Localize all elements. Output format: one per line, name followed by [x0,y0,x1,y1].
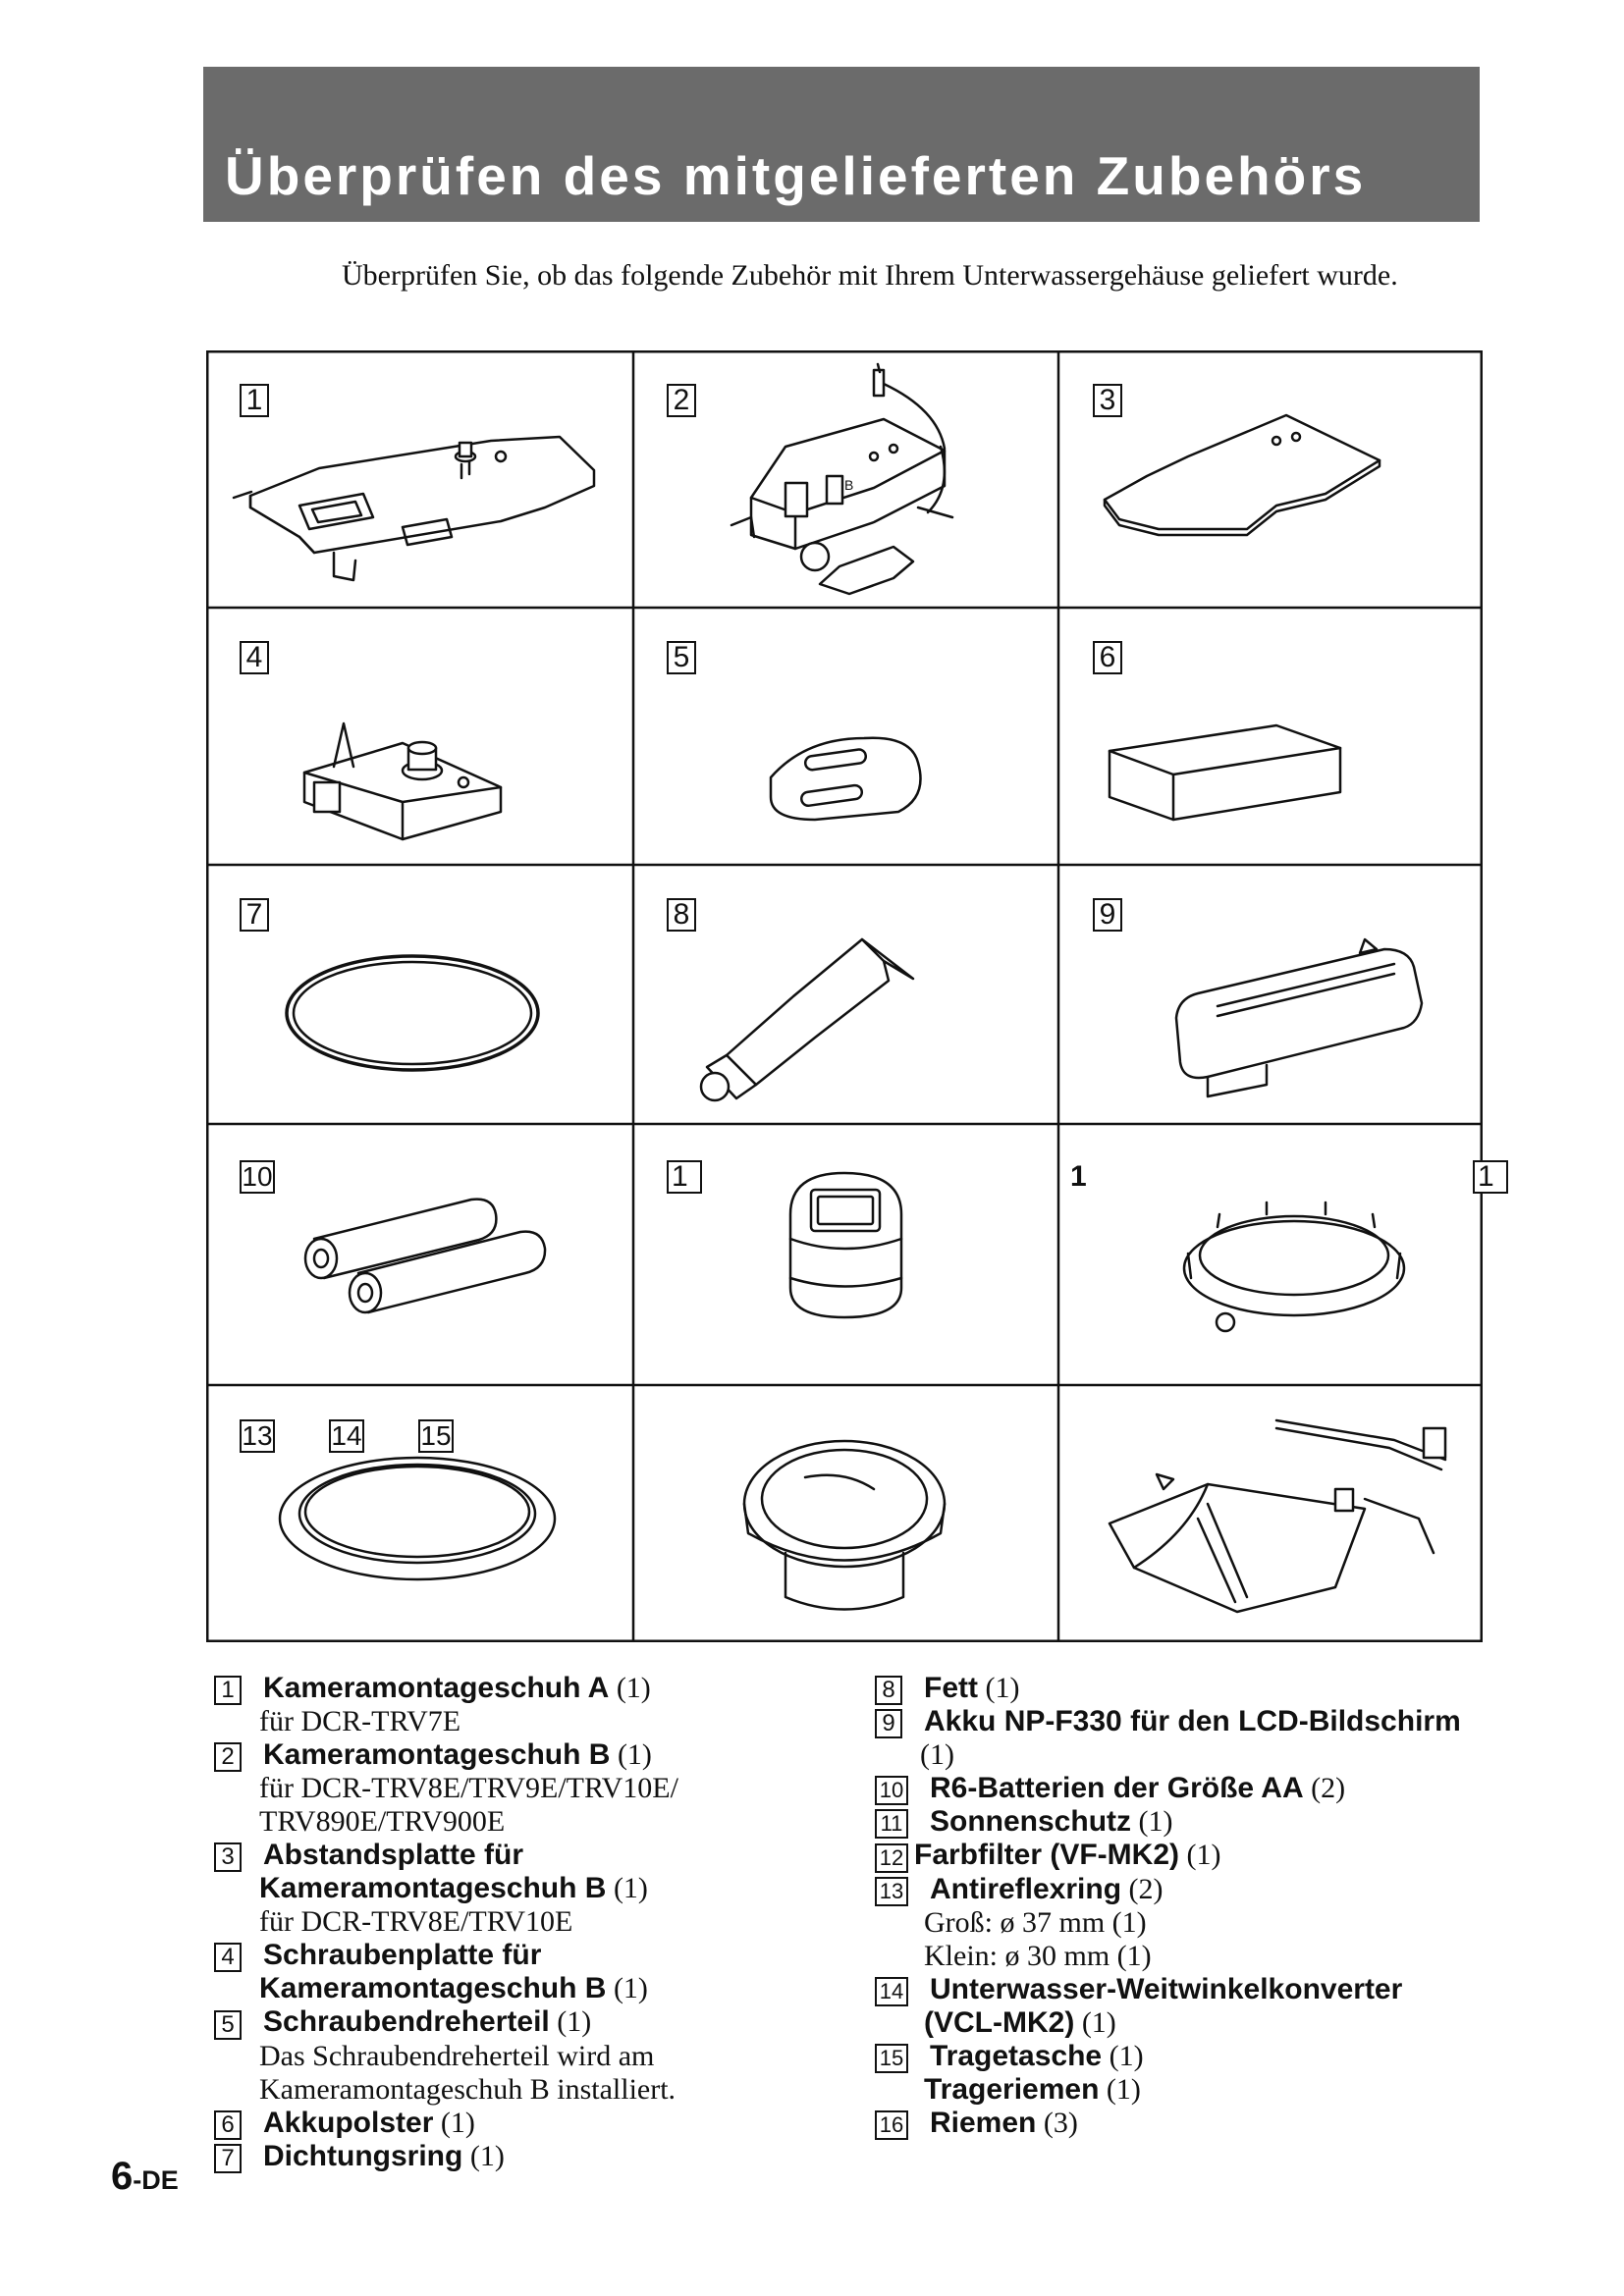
cell-label-3: 3 [1093,384,1122,417]
list-item: 6 Akkupolster (1) [214,2107,803,2140]
page-number: 6-DE [111,2155,179,2198]
screwdriver-part-drawing [771,738,921,820]
cell-label-12a: 1 [1070,1160,1087,1193]
cell-label-1: 1 [240,384,269,417]
list-item: 12 Farbfilter (VF-MK2) (1) [875,1839,1523,1872]
battery-drawing [1176,939,1422,1096]
accessory-grid [206,350,1494,1642]
list-item: 8 Fett (1) [875,1672,1523,1705]
item-name-cont: Trageriemen (1) [924,2072,1141,2106]
cell-label-12b: 1 [1473,1160,1508,1194]
cell-label-2: 2 [667,384,696,417]
item-note: Klein: ø 30 mm (1) [924,1939,1152,1972]
carrying-bag-drawing [1110,1420,1445,1612]
item-name-cont: Kameramontageschuh B (1) [259,1972,648,2005]
list-item: 3 Abstandsplatte für [214,1839,803,1872]
list-item: 5 Schraubendreherteil (1) [214,2005,803,2039]
item-name-cont: Kameramontageschuh B (1) [259,1872,648,1905]
anti-reflex-ring-drawing [280,1458,555,1579]
cell-label-15: 15 [418,1419,454,1453]
cell-label-11: 1 [667,1160,702,1194]
item-note: Groß: ø 37 mm (1) [924,1905,1147,1939]
accessory-illustrations [206,350,1483,1642]
mount-shoe-b-drawing [731,364,952,594]
item-note: Kameramontageschuh B installiert. [259,2072,677,2106]
spacer-plate-drawing [1105,415,1380,535]
cell-label-9: 9 [1093,898,1122,932]
aa-batteries-drawing [305,1200,545,1312]
legend-left [214,1672,803,2173]
cell-label-7: 7 [240,898,269,932]
cell-label-5: 5 [667,641,696,674]
item-qty: (1) [920,1738,954,1772]
item-name-cont: (VCL-MK2) (1) [924,2005,1116,2039]
cell-label-8: 8 [667,898,696,932]
cell-label-4: 4 [240,641,269,674]
list-item: 14 Unterwasser-Weitwinkelkonverter [875,1973,1523,2006]
list-item: 1 Kameramontageschuh A (1) [214,1672,803,1705]
list-item: 10 R6-Batterien der Größe AA (2) [875,1772,1523,1805]
list-item: 9 Akku NP-F330 für den LCD-Bildschirm [875,1705,1523,1738]
list-item: 7 Dichtungsring (1) [214,2140,803,2173]
legend-right [875,1672,1523,2140]
title-bar [203,67,1480,222]
list-item: 11 Sonnenschutz (1) [875,1805,1523,1839]
cell-label-13: 13 [240,1419,275,1453]
item-note: TRV890E/TRV900E [259,1805,506,1839]
cell-label-10: 10 [240,1160,275,1194]
list-item: 2 Kameramontageschuh B (1) [214,1738,803,1772]
cell-label-6: 6 [1093,641,1122,674]
page-title: Überprüfen des mitgelieferten Zubehörs [225,145,1367,206]
screw-plate-drawing [304,723,501,839]
list-item: 13 Antireflexring (2) [875,1873,1523,1906]
item-note: Das Schraubendreherteil wird am [259,2039,655,2072]
cell-label-14: 14 [329,1419,364,1453]
grease-tube-drawing [701,939,913,1100]
svg-text:B: B [844,477,854,493]
list-item: 4 Schraubenplatte für [214,1939,803,1972]
list-item: 16 Riemen (3) [875,2107,1523,2140]
intro-text: Überprüfen Sie, ob das folgende Zubehör mit Ihrem Unterwassergehäuse geliefert wurde. [342,259,1398,292]
list-item: 15 Tragetasche (1) [875,2040,1523,2073]
item-note: für DCR-TRV8E/TRV10E [259,1905,573,1939]
item-note: für DCR-TRV8E/TRV9E/TRV10E/ [259,1772,678,1805]
wide-converter-drawing [744,1441,945,1610]
item-note: für DCR-TRV7E [259,1705,461,1738]
sun-shade-drawing [790,1173,901,1317]
battery-pad-drawing [1110,725,1340,820]
seal-ring-drawing [287,956,538,1070]
mount-shoe-a-drawing [234,437,594,580]
color-filter-drawing [1184,1202,1404,1331]
